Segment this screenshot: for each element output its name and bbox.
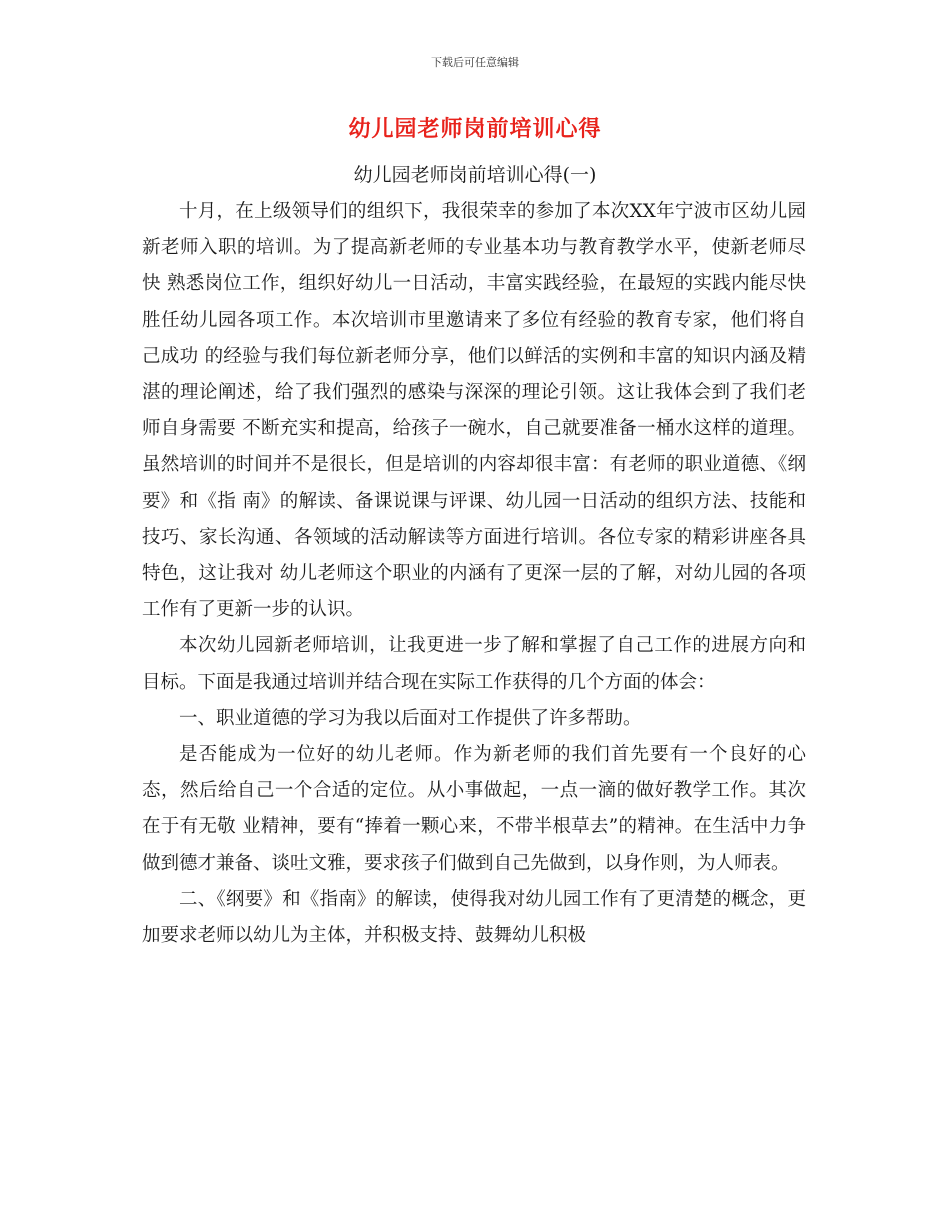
paragraph-4: 是否能成为一位好的幼儿老师。作为新老师的我们首先要有一个良好的心态，然后给自己一个合适的定位。从小事做起，一点一滴的做好教学工作。其次在于有无敬 业精神，要有“捧着一颗心来，不带半根草去”的精神。在生活中力争做到德才兼备、谈吐文雅，要求孩子们做到自己先做到，以身作则，为人师表。 [142,744,806,874]
document-title: 幼儿园老师岗前培训心得 [348,116,602,142]
paragraph-1: 十月，在上级领导们的组织下，我很荣幸的参加了本次XX年宁波市区幼儿园新老师入职的培训。为了提高新老师的专业基本功与教育教学水平，使新老师尽快 熟悉岗位工作，组织好幼儿一日活动，丰富实践经验，在最短的实践内能尽快胜任幼儿园各项工作。本次培训市里邀请来了多位有经验的教育专家，他们将自己成功 的经验与我们每位新老师分享，他们以鲜活的实例和丰富的知识内涵及精湛的理论阐述，给了我们强烈的感染与深深的理论引领。这让我体会到了我们老师自身需要 不断充实和提高，给孩子一碗水，自己就要准备一桶水这样的道理。虽然培训的时间并不是很长，但是培训的内容却很丰富：有老师的职业道德、《纲要》和《指 南》的解读、备课说课与评课、幼儿园一日活动的组织方法、技能和技巧、家长沟通、各领域的活动解读等方面进行培训。各位专家的精彩讲座各具特色，这让我对 幼儿老师这个职业的内涵有了更深一层的了解，对幼儿园的各项工作有了更新一步的认识。 [142,201,806,621]
header-note: 下载后可任意编辑 [431,56,519,69]
paragraph-2: 本次幼儿园新老师培训，让我更进一步了解和掌握了自己工作的进展方向和目标。下面是我通过培训并结合现在实际工作获得的几个方面的体会： [142,635,806,693]
document-subtitle: 幼儿园老师岗前培训心得(一) [353,164,597,186]
document-body [142,194,806,954]
paragraph-5: 二、《纲要》和《指南》的解读，使得我对幼儿园工作有了更清楚的概念，更加要求老师以幼儿为主体，并积极支持、鼓舞幼儿积极 [142,888,806,947]
paragraph-3: 一、职业道德的学习为我以后面对工作提供了许多帮助。 [179,707,642,729]
